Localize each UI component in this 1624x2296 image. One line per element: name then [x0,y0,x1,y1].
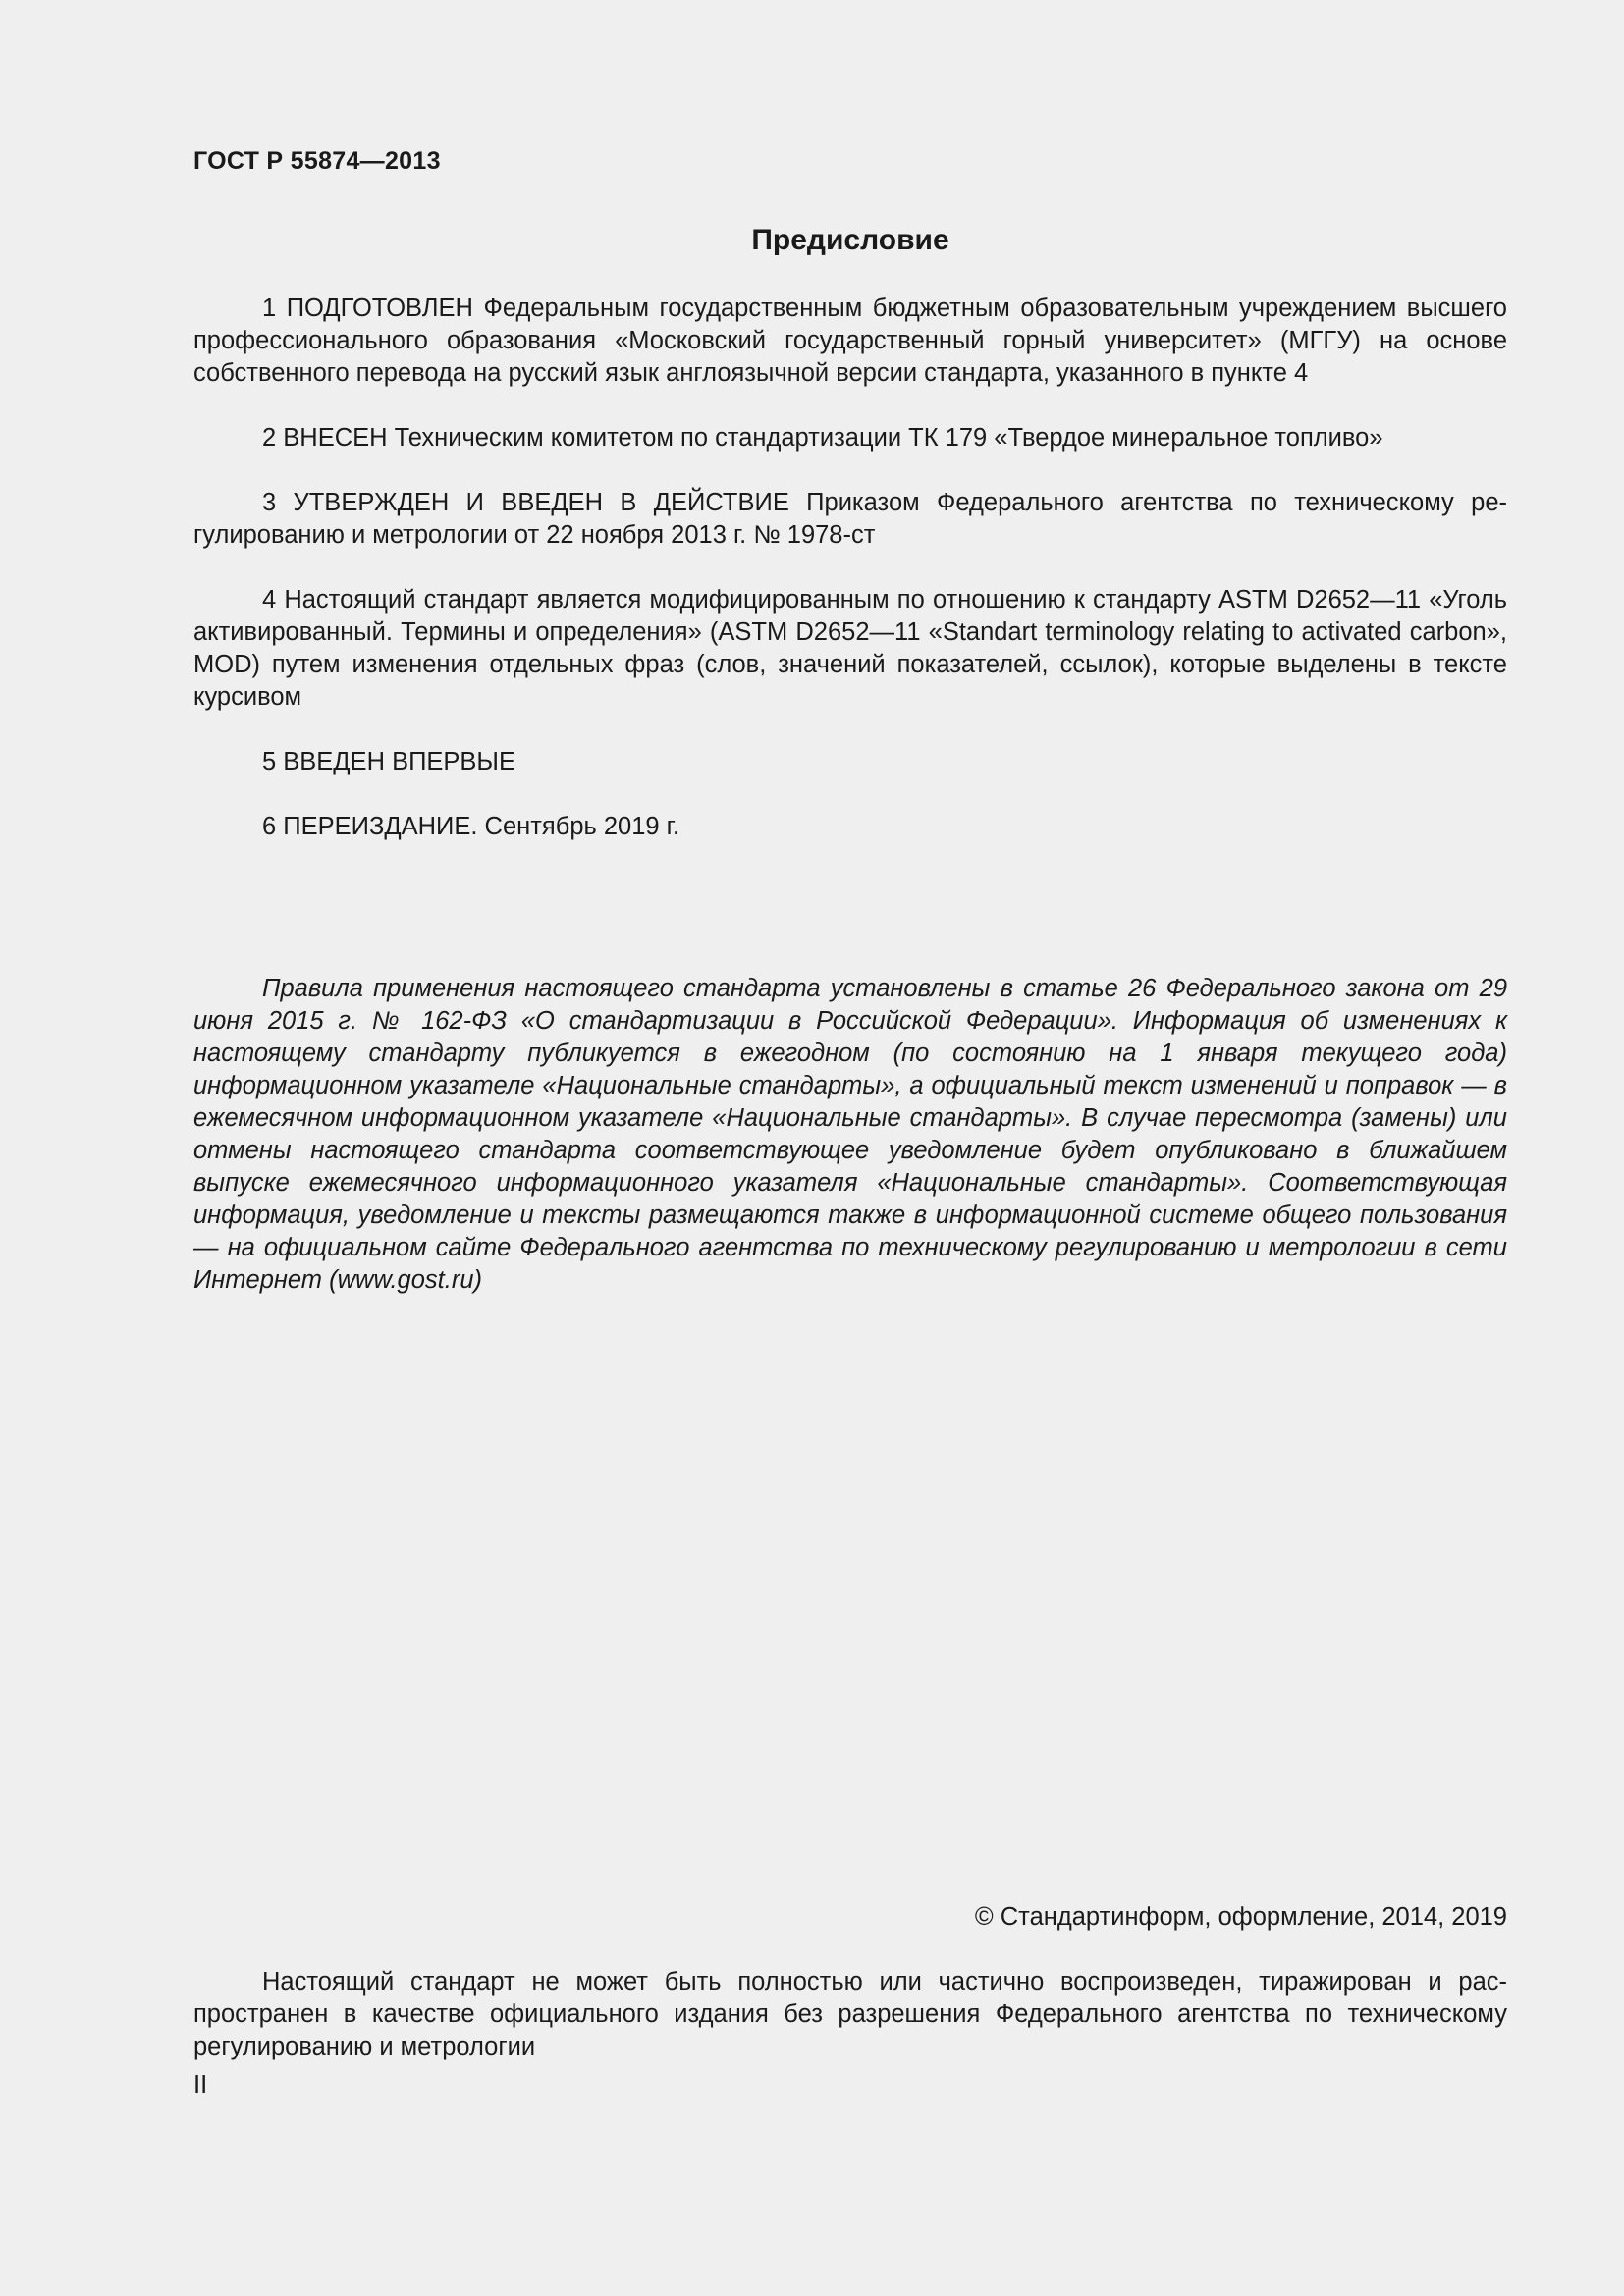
application-rules-text: Правила применения настоящего стандарта установлены в статье 26 Федерального закона от 29 июня 2015 г. № 162-ФЗ «О стандартизации в Российской Федерации». Информация об изменениях к настоящему стандарту публикуется в ежегодном (по состоянию на 1 января текущего года) информационном указателе «Национальные стандарты», а официальный текст изменений и поправок — в ежемесячном информационном указателе «Национальные стандарты». В случае пересмотра (замены) или отмены настоящего стандарта соответствующее уведомление будет опубликовано в ближайшем выпуске ежемесячного информационного указателя «Национальные стандарты». Соответствующая информация, уведомление и тексты размещаются также в информационной системе общего пользования — на официальном сайте Федерального агентства по техническому регулированию и метрологии в сети Интернет (www.gost.ru) [193,975,1507,1294]
foreword-item-6: 6 ПЕРЕИЗДАНИЕ. Сентябрь 2019 г. [262,813,679,840]
section-title: Предисловие [751,224,949,256]
foreword-item-1: 1 ПОДГОТОВЛЕН Федеральным государственным бюджетным образовательным учреждением высшего профессионального образования «Московский государственный горный университет» (МГГУ) на основе собственного перевода на русский язык англоязычной версии стандарта, указанного в пункте 4 [193,294,1507,387]
foreword-item-3: 3 УТВЕРЖДЕН И ВВЕДЕН В ДЕЙСТВИЕ Приказом Федерального агентства по техническому регулированию и метрологии от 22 ноября 2013 г. № 1978-ст [193,489,1507,549]
foreword-item-4: 4 Настоящий стандарт является модифицированным по отношению к стандарту ASTM D2652—11 «Уголь активированный. Термины и определения» (ASTM D2652—11 «Standart terminology relating to activated carbon», MOD) путем изменения отдельных фраз (слов, значений показателей, ссылок), которые выделены в тексте курсивом [193,586,1507,711]
reproduction-notice: Настоящий стандарт не может быть полностью или частично воспроизведен, тиражирован и распространен в качестве официального издания без разрешения Федерального агентства по техническому регулированию и метрологии [193,1968,1507,2060]
standard-designation: ГОСТ Р 55874—2013 [193,147,441,175]
foreword-section [193,293,1507,876]
foreword-item-2: 2 ВНЕСЕН Техническим комитетом по стандартизации ТК 179 «Твердое минеральное топливо» [262,424,1383,452]
foreword-item-5: 5 ВВЕДЕН ВПЕРВЫЕ [262,748,516,775]
page-number: II [193,2071,208,2099]
copyright-notice: © Стандартинформ, оформление, 2014, 2019 [974,1903,1507,1931]
document-page [193,0,1507,2296]
